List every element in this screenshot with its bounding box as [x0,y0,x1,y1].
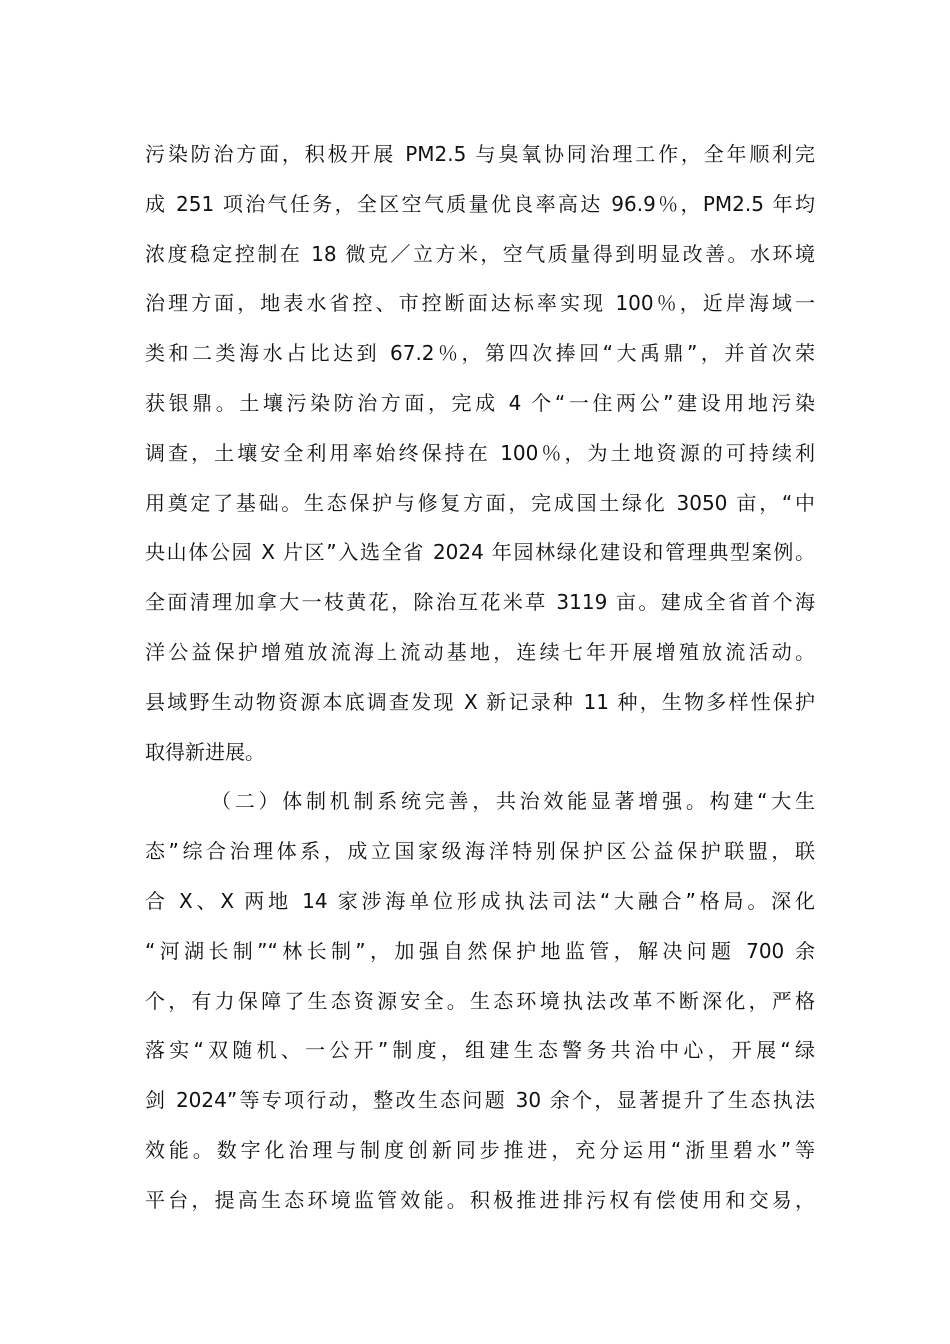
text-line: 效能。数字化治理与制度创新同步推进，充分运用“浙里碧水”等 [145,1137,815,1162]
paragraph-1 [145,130,815,777]
text-line: 央山体公园 X 片区”入选全省 2024 年园林绿化建设和管理典型案例。 [145,540,815,565]
text-line: 洋公益保护增殖放流海上流动基地，连续七年开展增殖放流活动。 [145,639,815,664]
text-line: 获银鼎。土壤污染防治方面，完成 4 个“一住两公”建设用地污染 [145,390,815,415]
text-line: 治理方面，地表水省控、市控断面达标率实现 100％，近岸海域一 [145,291,815,316]
text-line: 剑 2024”等专项行动，整改生态问题 30 余个，显著提升了生态执法 [145,1088,815,1113]
document-body [145,130,815,1226]
text-line: 取得新进展。 [145,739,265,764]
text-line: 成 251 项治气任务，全区空气质量优良率高达 96.9％，PM2.5 年均 [145,191,815,216]
text-line: 平台，提高生态环境监管效能。积极推进排污权有偿使用和交易， [145,1187,815,1212]
text-line: “河湖长制”“林长制”，加强自然保护地监管，解决问题 700 余 [145,938,815,963]
text-line: 个，有力保障了生态资源安全。生态环境执法改革不断深化，严格 [145,988,815,1013]
paragraph-2 [145,777,815,1225]
text-line: 类和二类海水占比达到 67.2％，第四次捧回“大禹鼎”，并首次荣 [145,341,815,366]
text-line: 调查，土壤安全利用率始终保持在 100％，为土地资源的可持续利 [145,440,815,465]
text-line: 合 X、X 两地 14 家涉海单位形成执法司法“大融合”格局。深化 [145,888,815,913]
text-line: 态”综合治理体系，成立国家级海洋特别保护区公益保护联盟，联 [145,839,815,864]
text-line: 县域野生动物资源本底调查发现 X 新记录种 11 种，生物多样性保护 [145,689,815,714]
text-line: 污染防治方面，积极开展 PM2.5 与臭氧协同治理工作，全年顺利完 [145,142,815,166]
text-line: 落实“双随机、一公开”制度，组建生态警务共治中心，开展“绿 [145,1038,815,1063]
text-line: 全面清理加拿大一枝黄花，除治互花米草 3119 亩。建成全省首个海 [145,590,815,615]
text-line: 浓度稳定控制在 18 微克／立方米，空气质量得到明显改善。水环境 [145,241,815,266]
text-line: （二）体制机制系统完善，共治效能显著增强。构建“大生 [211,789,815,814]
text-line: 用奠定了基础。生态保护与修复方面，完成国土绿化 3050 亩，“中 [145,490,815,515]
